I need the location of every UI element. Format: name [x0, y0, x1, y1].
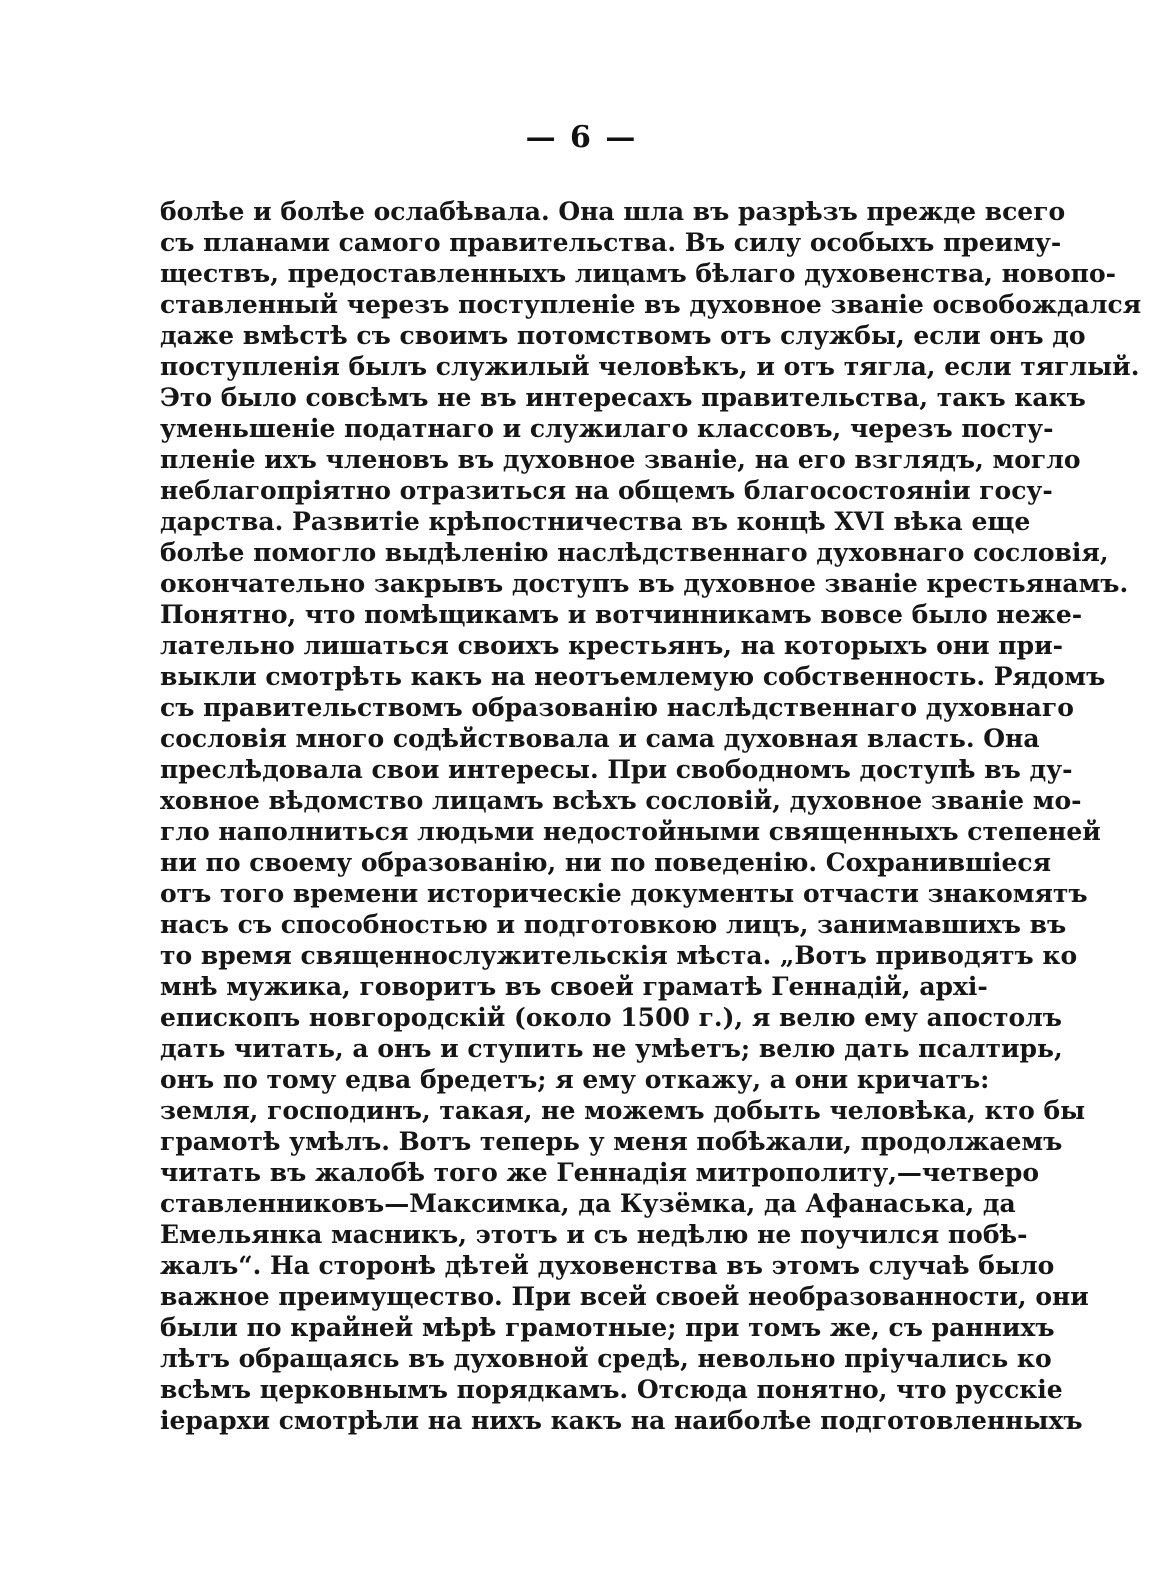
- text-line: читать въ жалобѣ того же Геннадія митрополиту,—четверо: [160, 1158, 1040, 1187]
- text-line: окончательно закрывъ доступъ въ духовное званіе крестьянамъ.: [160, 569, 1129, 598]
- text-line: земля, господинъ, такая, не можемъ добыть человѣка, кто бы: [160, 1096, 1086, 1125]
- text-line: онъ по тому едва бредетъ; я ему откажу, а они кричатъ:: [160, 1065, 990, 1094]
- text-line: грамотѣ умѣлъ. Вотъ теперь у меня побѣжали, продолжаемъ: [160, 1127, 1063, 1156]
- text-line: Понятно, что помѣщикамъ и вотчинникамъ вовсе было неже-: [160, 600, 1083, 629]
- text-line: гло наполниться людьми недостойными священныхъ степеней: [160, 817, 1101, 846]
- body-text: [160, 196, 1142, 1436]
- text-line: всѣмъ церковнымъ порядкамъ. Отсюда понятно, что русскіе: [160, 1375, 1063, 1404]
- text-line: епископъ новгородскій (около 1500 г.), я велю ему апостолъ: [160, 1003, 1062, 1032]
- text-line: лѣтъ обращаясь въ духовной средѣ, невольно пріучались ко: [160, 1344, 1052, 1373]
- text-line: ховное вѣдомство лицамъ всѣхъ сословій, духовное званіе мо-: [160, 786, 1082, 815]
- text-line: ставленниковъ—Максимка, да Кузёмка, да Афанаська, да: [160, 1189, 1016, 1218]
- text-line: дать читать, а онъ и ступить не умѣетъ; велю дать псалтирь,: [160, 1034, 1063, 1063]
- text-line: сословія много содѣйствовала и сама духовная власть. Она: [160, 724, 1040, 753]
- text-line: жалъ“. На сторонѣ дѣтей духовенства въ этомъ случаѣ было: [160, 1251, 1055, 1280]
- text-line: насъ съ способностью и подготовкою лицъ, занимавшихъ въ: [160, 910, 1067, 939]
- text-line: мнѣ мужика, говоритъ въ своей граматѣ Геннадій, архі-: [160, 972, 988, 1001]
- text-line: съ правительствомъ образованію наслѣдственнаго духовнаго: [160, 693, 1074, 722]
- text-line: пленіе ихъ членовъ въ духовное званіе, на его взглядъ, могло: [160, 445, 1081, 474]
- text-line: уменьшеніе податнаго и служилаго классовъ, черезъ посту-: [160, 414, 1054, 443]
- text-line: болѣе помогло выдѣленію наслѣдственнаго духовнаго сословія,: [160, 538, 1109, 567]
- text-line: поступленія былъ служилый человѣкъ, и отъ тягла, если тяглый.: [160, 352, 1140, 381]
- text-line: важное преимущество. При всей своей необразованности, они: [160, 1282, 1089, 1311]
- text-line: отъ того времени историческіе документы отчасти знакомятъ: [160, 879, 1088, 908]
- text-line: неблагопріятно отразиться на общемъ благосостояніи госу-: [160, 476, 1053, 505]
- text-line: дарства. Развитіе крѣпостничества въ концѣ XVI вѣка еще: [160, 507, 1031, 536]
- text-line: ни по своему образованію, ни по поведенію. Сохранившіеся: [160, 848, 1052, 877]
- text-line: были по крайней мѣрѣ грамотные; при томъ же, съ раннихъ: [160, 1313, 1055, 1342]
- text-line: Это было совсѣмъ не въ интересахъ правительства, такъ какъ: [160, 383, 1086, 412]
- text-line: выкли смотрѣть какъ на неотъемлемую собственность. Рядомъ: [160, 662, 1106, 691]
- text-line: іерархи смотрѣли на нихъ какъ на наиболѣе подготовленныхъ: [160, 1406, 1083, 1435]
- text-line: то время священнослужительскія мѣста. „Вотъ приводятъ ко: [160, 941, 1078, 970]
- text-line: преслѣдовала свои интересы. При свободномъ доступѣ въ ду-: [160, 755, 1073, 784]
- text-line: съ планами самого правительства. Въ силу особыхъ преиму-: [160, 228, 1062, 257]
- text-line: ществъ, предоставленныхъ лицамъ бѣлаго духовенства, новопо-: [160, 259, 1116, 288]
- text-line: Емельянка масникъ, этотъ и съ недѣлю не поучился побѣ-: [160, 1220, 1028, 1249]
- text-line: даже вмѣстѣ съ своимъ потомствомъ отъ службы, если онъ до: [160, 321, 1086, 350]
- text-line: лательно лишаться своихъ крестьянъ, на которыхъ они при-: [160, 631, 1063, 660]
- text-line: ставленный черезъ поступленіе въ духовное званіе освобождался: [160, 290, 1142, 319]
- text-line: болѣе и болѣе ослабѣвала. Она шла въ разрѣзъ прежде всего: [160, 197, 1066, 226]
- page-number: — 6 —: [525, 120, 638, 155]
